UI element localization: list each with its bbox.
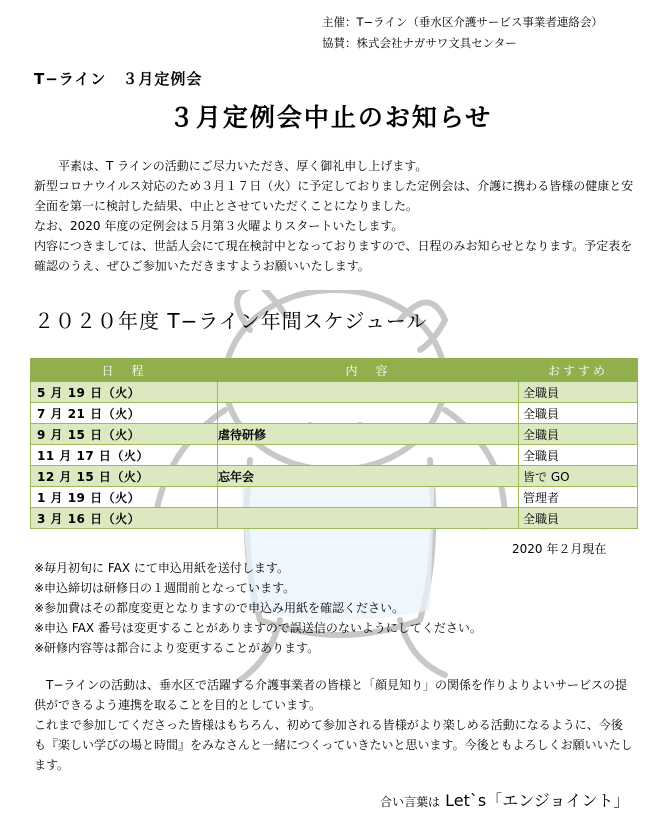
closing-text xyxy=(34,675,634,775)
table-row xyxy=(31,403,638,424)
table-row xyxy=(31,508,638,529)
header-date: 日 程 xyxy=(31,359,218,382)
sponsor-line: 協賛：株式会社ナガサワ文具センター xyxy=(322,36,517,50)
table-row xyxy=(31,466,638,487)
row-content xyxy=(218,508,519,529)
row-recommend: 皆で GO xyxy=(519,466,638,487)
note-item: ※毎月初旬に FAX にて申込用紙を送付します。 xyxy=(34,561,289,575)
organizer-info xyxy=(322,12,603,54)
row-date: 3 月 16 日（火） xyxy=(31,508,218,529)
organizer-line: 主催：T−ライン（垂水区介護サービス事業者連絡会） xyxy=(322,15,603,29)
table-row xyxy=(31,424,638,445)
note-item: ※研修内容等は都合により変更することがあります。 xyxy=(34,641,320,655)
row-date: 11 月 17 日（火） xyxy=(31,445,218,466)
page-title: ３月定例会中止のお知らせ xyxy=(168,103,493,132)
schedule-as-of: 2020 年２月現在 xyxy=(512,542,607,556)
intro-paragraph: なお、2020 年度の定例会は５月第３火曜よりスタートいたします。 xyxy=(34,219,404,233)
schedule-title: ２０２０年度 T−ライン年間スケジュール xyxy=(34,309,428,333)
motto-lead: 合い言葉は xyxy=(380,795,441,809)
row-content: 忘年会 xyxy=(218,466,519,487)
intro-text xyxy=(34,156,634,276)
schedule-table xyxy=(30,358,638,529)
header-recommend: おすすめ xyxy=(519,359,638,382)
table-row xyxy=(31,487,638,508)
note-item: ※申込 FAX 番号は変更することがありますので誤送信のないようにしてください。 xyxy=(34,621,482,635)
note-item: ※参加費はその都度変更となりますので申込み用紙を確認ください。 xyxy=(34,601,405,615)
row-recommend: 管理者 xyxy=(519,487,638,508)
row-recommend: 全職員 xyxy=(519,403,638,424)
row-date: 7 月 21 日（火） xyxy=(31,403,218,424)
row-date: 9 月 15 日（火） xyxy=(31,424,218,445)
intro-paragraph: 平素は、T ラインの活動にご尽力いただき、厚く御礼申し上げます。 xyxy=(58,159,428,173)
row-recommend: 全職員 xyxy=(519,508,638,529)
row-date: 1 月 19 日（火） xyxy=(31,487,218,508)
header-content: 内 容 xyxy=(218,359,519,382)
schedule-header-row xyxy=(31,359,638,382)
row-recommend: 全職員 xyxy=(519,382,638,403)
closing-paragraph: T−ラインの活動は、垂水区で活躍する介護事業者の皆様と「顔見知り」の関係を作りよりよいサービスの提供ができるよう連携を取ることを目的としています。 xyxy=(34,678,628,712)
row-content: 虐待研修 xyxy=(218,424,519,445)
row-content xyxy=(218,403,519,424)
notes-list xyxy=(34,558,482,658)
motto-phrase: Let`s「エンジョイント」 xyxy=(445,791,630,810)
table-row xyxy=(31,445,638,466)
document-tag: T−ライン ３月定例会 xyxy=(34,70,203,88)
row-content xyxy=(218,382,519,403)
motto xyxy=(380,788,629,811)
note-item: ※申込締切は研修日の１週間前となっています。 xyxy=(34,581,296,595)
row-content xyxy=(218,487,519,508)
row-recommend: 全職員 xyxy=(519,424,638,445)
intro-paragraph: 新型コロナウイルス対応のため３月１７日（火）に予定しておりました定例会は、介護に携わる皆様の健康と安全面を第一に検討した結果、中止とさせていただくことになりました。 xyxy=(34,179,634,213)
closing-paragraph: これまで参加してくださった皆様はもちろん、初めて参加される皆様がより楽しめる活動になるように、今後も『楽しい学びの場と時間』をみなさんと一緒につくっていきたいと思います。今後ともよろしくお願いいたします。 xyxy=(34,718,633,772)
row-date: 12 月 15 日（火） xyxy=(31,466,218,487)
table-row xyxy=(31,382,638,403)
intro-paragraph: 内容につきましては、世話人会にて現在検討中となっておりますので、日程のみお知らせとなります。予定表を確認のうえ、ぜひご参加いただきますようお願いいたします。 xyxy=(34,239,633,273)
row-recommend: 全職員 xyxy=(519,445,638,466)
row-date: 5 月 19 日（火） xyxy=(31,382,218,403)
row-content xyxy=(218,445,519,466)
